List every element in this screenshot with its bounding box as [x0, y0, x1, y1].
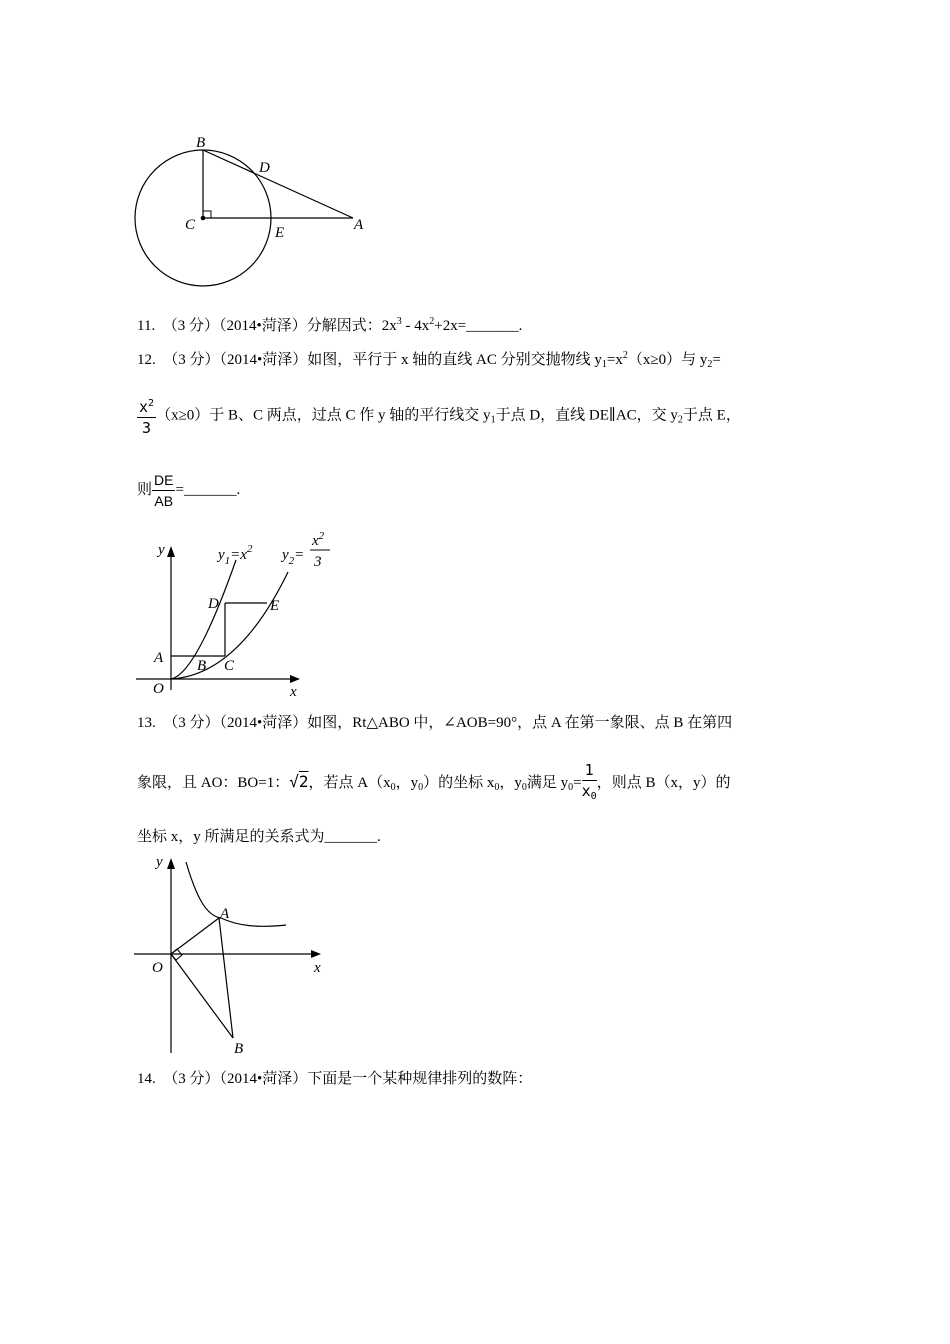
label-e: E — [275, 225, 285, 241]
question-text: ，则点 B（x，y）的 — [596, 774, 731, 791]
label-b: B — [196, 135, 206, 151]
question-number: 14. — [137, 1071, 156, 1087]
question-13-line-1 — [137, 713, 732, 733]
label-b: B — [197, 658, 207, 674]
sqrt-2: √2 — [289, 771, 309, 791]
hyperbola-curve — [186, 862, 286, 926]
label-a: A — [220, 906, 230, 922]
label-o: O — [153, 681, 164, 697]
y-axis-arrow — [167, 546, 175, 557]
label-a: A — [154, 650, 164, 666]
source: （2014•菏泽） — [218, 318, 307, 334]
label-y1: $y_1=x^2$ — [218, 543, 253, 567]
exponent: 3 — [396, 316, 402, 327]
y-axis-arrow — [167, 858, 175, 869]
question-text: 则 — [137, 481, 153, 498]
question-text: 象限，且 AO：BO=1： — [137, 774, 290, 791]
question-text: - 4x — [401, 318, 430, 334]
score: （3 分） — [163, 352, 220, 368]
question-number: 11. — [137, 318, 156, 334]
label-b: B — [234, 1041, 244, 1057]
period: . — [377, 829, 381, 845]
question-text: ，若点 A（x — [308, 774, 391, 791]
numerator: DE — [152, 470, 175, 491]
exponent: 2 — [622, 350, 628, 361]
question-text: +2x= — [434, 318, 467, 334]
label-c: C — [224, 658, 235, 674]
label-y-axis: y — [158, 542, 165, 558]
figure-circle-triangle — [128, 128, 378, 293]
label-o: O — [152, 960, 163, 976]
label-x-axis: x — [314, 960, 321, 976]
numerator: 1 — [582, 760, 597, 781]
answer-blank[interactable]: _______ — [183, 481, 237, 498]
question-text: ，y — [499, 774, 522, 791]
label-x-axis: x — [290, 684, 297, 700]
denominator: 3 — [142, 419, 152, 437]
period: . — [236, 481, 241, 498]
answer-blank[interactable]: _______ — [324, 829, 378, 845]
exponent: 2 — [148, 398, 155, 409]
subscript: 0 — [390, 781, 396, 793]
question-13-line-2 — [137, 760, 730, 807]
question-12-line-2 — [137, 394, 741, 438]
question-text: ，y — [395, 774, 419, 791]
question-12-line-3 — [137, 470, 240, 511]
fraction-x2-over-3 — [137, 394, 156, 438]
x-axis-arrow — [290, 675, 300, 683]
segment-ab — [219, 918, 233, 1038]
numerator: x — [139, 398, 149, 416]
question-text: =x — [606, 352, 623, 368]
subscript: 0 — [494, 781, 500, 793]
denominator: x — [581, 782, 591, 800]
denominator: AB — [154, 493, 174, 509]
question-text: 于点 E， — [682, 407, 741, 424]
subscript: 1 — [490, 414, 496, 426]
subscript: 2 — [707, 359, 713, 370]
question-text: 如图，Rt△ABO 中，∠AOB=90°，点 A 在第一象限、点 B 在第四 — [307, 715, 733, 731]
source: （2014•菏泽） — [219, 352, 308, 368]
question-12-line-1 — [137, 346, 721, 375]
label-d: D — [259, 160, 270, 176]
score: （3 分） — [162, 318, 219, 334]
score: （3 分） — [163, 715, 220, 731]
x-axis-arrow — [311, 950, 321, 958]
label-a: A — [354, 217, 364, 233]
subscript: 2 — [677, 414, 683, 426]
label-y2: $y_2=$ — [282, 547, 305, 567]
question-text: = — [712, 352, 721, 368]
source: （2014•菏泽） — [219, 1071, 308, 1087]
subscript: 0 — [418, 781, 424, 793]
answer-blank[interactable]: _______ — [466, 318, 519, 334]
question-text: 如图，平行于 x 轴的直线 AC 分别交抛物线 y — [307, 352, 602, 368]
segment-ba — [203, 150, 353, 218]
question-13-line-3 — [137, 827, 381, 847]
question-number: 12. — [137, 352, 156, 368]
question-number: 13. — [137, 715, 156, 731]
label-d: D — [208, 596, 219, 612]
fraction-de-over-ab — [152, 470, 175, 511]
question-text: 满足 y — [526, 774, 569, 791]
center-dot — [201, 216, 206, 221]
question-14 — [137, 1069, 532, 1089]
question-text: = — [175, 481, 184, 498]
figure-hyperbola — [128, 848, 338, 1058]
source: （2014•菏泽） — [219, 715, 308, 731]
label-y-axis: y — [156, 854, 163, 870]
exponent: 2 — [429, 316, 435, 327]
question-text: 坐标 x，y 所满足的关系式为 — [137, 829, 325, 845]
figure-parabolas — [128, 530, 348, 700]
subscript: 0 — [568, 781, 574, 793]
subscript: 0 — [590, 791, 597, 802]
question-text: = — [573, 774, 582, 791]
question-text: （x≥0）于 B、C 两点，过点 C 作 y 轴的平行线交 y — [156, 407, 491, 424]
label-e: E — [270, 598, 280, 614]
question-text: 分解因式：2x — [306, 318, 397, 334]
question-text: （x≥0）与 y — [627, 352, 708, 368]
period: . — [518, 318, 523, 334]
segment-oa — [171, 918, 219, 954]
question-text: 下面是一个某种规律排列的数阵： — [307, 1071, 533, 1087]
subscript: 1 — [601, 359, 607, 370]
question-11 — [137, 312, 522, 336]
subscript: 0 — [521, 781, 527, 793]
fraction-1-over-x0 — [582, 760, 597, 807]
question-text: 于点 D，直线 DE∥AC，交 y — [495, 407, 678, 424]
score: （3 分） — [163, 1071, 220, 1087]
label-y2-denominator: 3 — [314, 554, 322, 570]
question-text: ）的坐标 x — [423, 774, 495, 791]
label-c: C — [185, 217, 196, 233]
label-y2-numerator: $x^2$ — [312, 530, 325, 549]
segment-ob — [171, 954, 233, 1038]
